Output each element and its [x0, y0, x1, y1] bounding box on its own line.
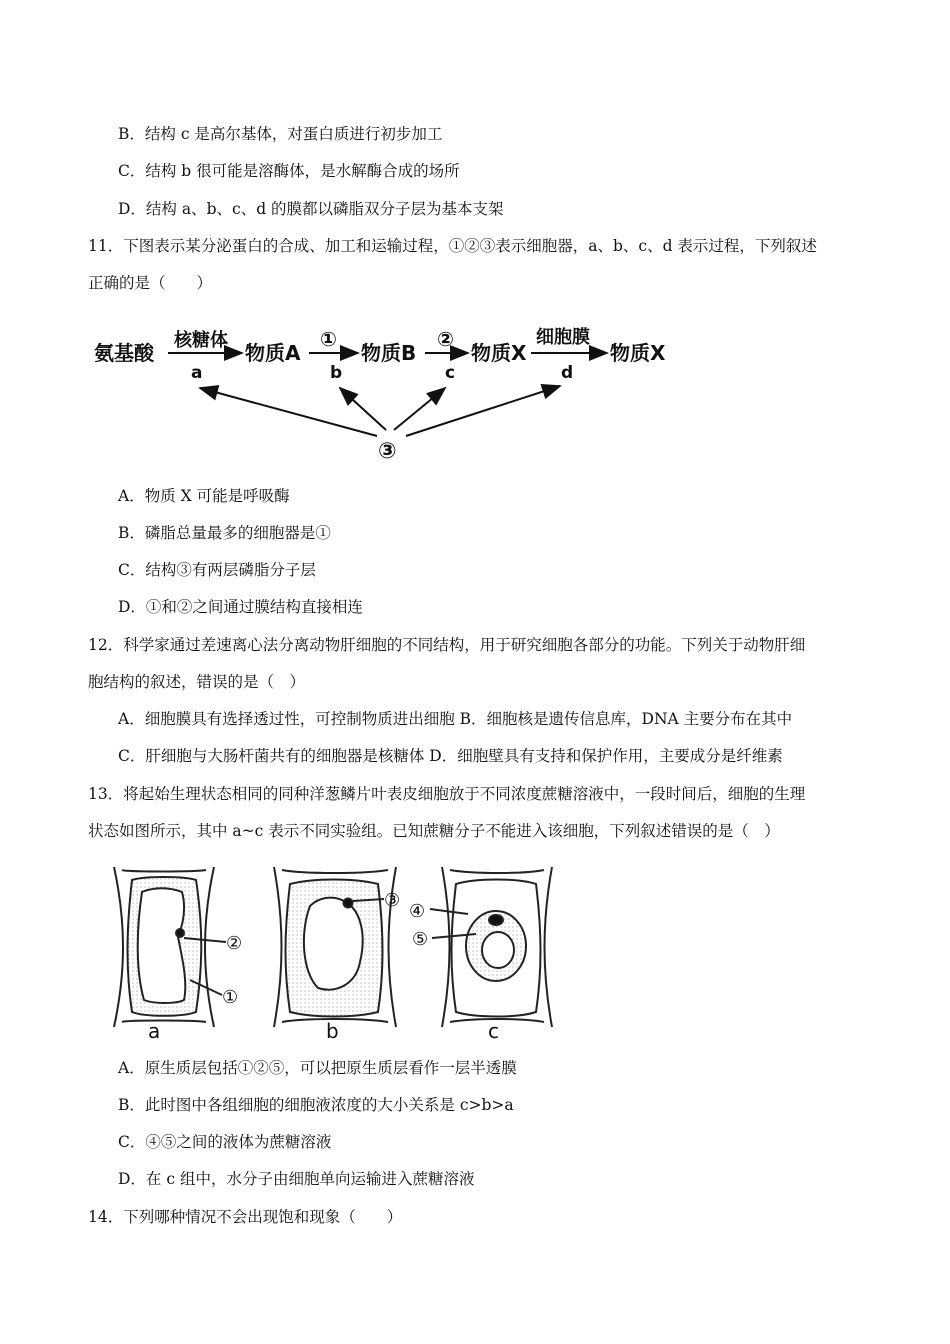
- cell-b: [274, 867, 396, 1027]
- q11-stem-line2: 正确的是（ ）: [88, 274, 213, 292]
- flow-node-substance-a: 物质A: [245, 341, 301, 365]
- q11-option-d: D．①和②之间通过膜结构直接相连: [118, 598, 363, 616]
- flow-label-d: d: [561, 363, 574, 383]
- q13-stem-line2: 状态如图所示，其中 a~c 表示不同实验组。已知蔗糖分子不能进入该细胞，下列叙述错误的是（ ）: [88, 822, 780, 840]
- flow-node-substance-x: 物质X: [471, 341, 527, 365]
- q11-option-b: B．磷脂总量最多的细胞器是①: [118, 524, 331, 542]
- marker-2: ②: [226, 933, 243, 954]
- cell-label-c: c: [488, 1019, 499, 1042]
- q13-option-a: A．原生质层包括①②⑤，可以把原生质层看作一层半透膜: [118, 1059, 517, 1077]
- q13-option-b: B．此时图中各组细胞的细胞液浓度的大小关系是 c>b>a: [118, 1096, 514, 1114]
- q13-option-c: C．④⑤之间的液体为蔗糖溶液: [118, 1133, 332, 1151]
- prev-option-b: B．结构 c 是高尔基体，对蛋白质进行初步加工: [118, 125, 443, 143]
- flow-label-cell-membrane: 细胞膜: [536, 327, 590, 348]
- marker-5: ⑤: [412, 929, 429, 950]
- cell-label-a: a: [148, 1019, 161, 1042]
- flow-label-organelle-1: ①: [320, 327, 337, 351]
- q12-stem-line1: 12．科学家通过差速离心法分离动物肝细胞的不同结构，用于研究细胞各部分的功能。下列关于动物肝细: [88, 636, 806, 654]
- flow-node-amino-acid: 氨基酸: [94, 341, 154, 365]
- prev-option-d: D．结构 a、b、c、d 的膜都以磷脂双分子层为基本支架: [118, 200, 504, 218]
- flow-label-b: b: [330, 363, 343, 383]
- flow-label-c: c: [445, 363, 456, 383]
- flow-node-substance-x-out: 物质X: [610, 341, 666, 365]
- flow-source-organelle-3: ③: [378, 439, 397, 464]
- q11-stem-line1: 11．下图表示某分泌蛋白的合成、加工和运输过程，①②③表示细胞器，a、b、c、d 表示过程，下列叙述: [88, 237, 817, 255]
- q11-option-a: A．物质 X 可能是呼吸酶: [118, 487, 290, 505]
- prev-option-c: C．结构 b 很可能是溶酶体，是水解酶合成的场所: [118, 162, 460, 180]
- marker-4: ④: [409, 901, 426, 922]
- flow-label-ribosome: 核糖体: [174, 330, 228, 351]
- q14-stem-line1: 14．下列哪种情况不会出现饱和现象（ ）: [88, 1208, 403, 1226]
- marker-1: ①: [222, 987, 239, 1008]
- q11-option-c: C．结构③有两层磷脂分子层: [118, 561, 316, 579]
- q12-options-ab: A．细胞膜具有选择透过性，可控制物质进出细胞 B．细胞核是遗传信息库，DNA 主要分布在其中: [118, 710, 793, 728]
- q13-cell-figure: [104, 862, 574, 1042]
- cell-c: [430, 867, 552, 1027]
- flow-node-substance-b: 物质B: [361, 341, 417, 365]
- marker-3: ③: [384, 890, 401, 911]
- q13-stem-line1: 13．将起始生理状态相同的同种洋葱鳞片叶表皮细胞放于不同浓度蔗糖溶液中，一段时间后，细胞的生理: [88, 785, 806, 803]
- flow-label-a: a: [191, 363, 203, 383]
- q12-stem-line2: 胞结构的叙述，错误的是（ ）: [88, 673, 306, 691]
- cell-label-b: b: [326, 1019, 339, 1042]
- flow-label-organelle-2: ②: [437, 327, 454, 351]
- q13-option-d: D．在 c 组中，水分子由细胞单向运输进入蔗糖溶液: [118, 1170, 475, 1188]
- cell-a: [114, 867, 226, 1027]
- q11-flow-diagram: [90, 318, 690, 468]
- q12-options-cd: C．肝细胞与大肠杆菌共有的细胞器是核糖体 D．细胞壁具有支持和保护作用，主要成分是纤维素: [118, 747, 783, 765]
